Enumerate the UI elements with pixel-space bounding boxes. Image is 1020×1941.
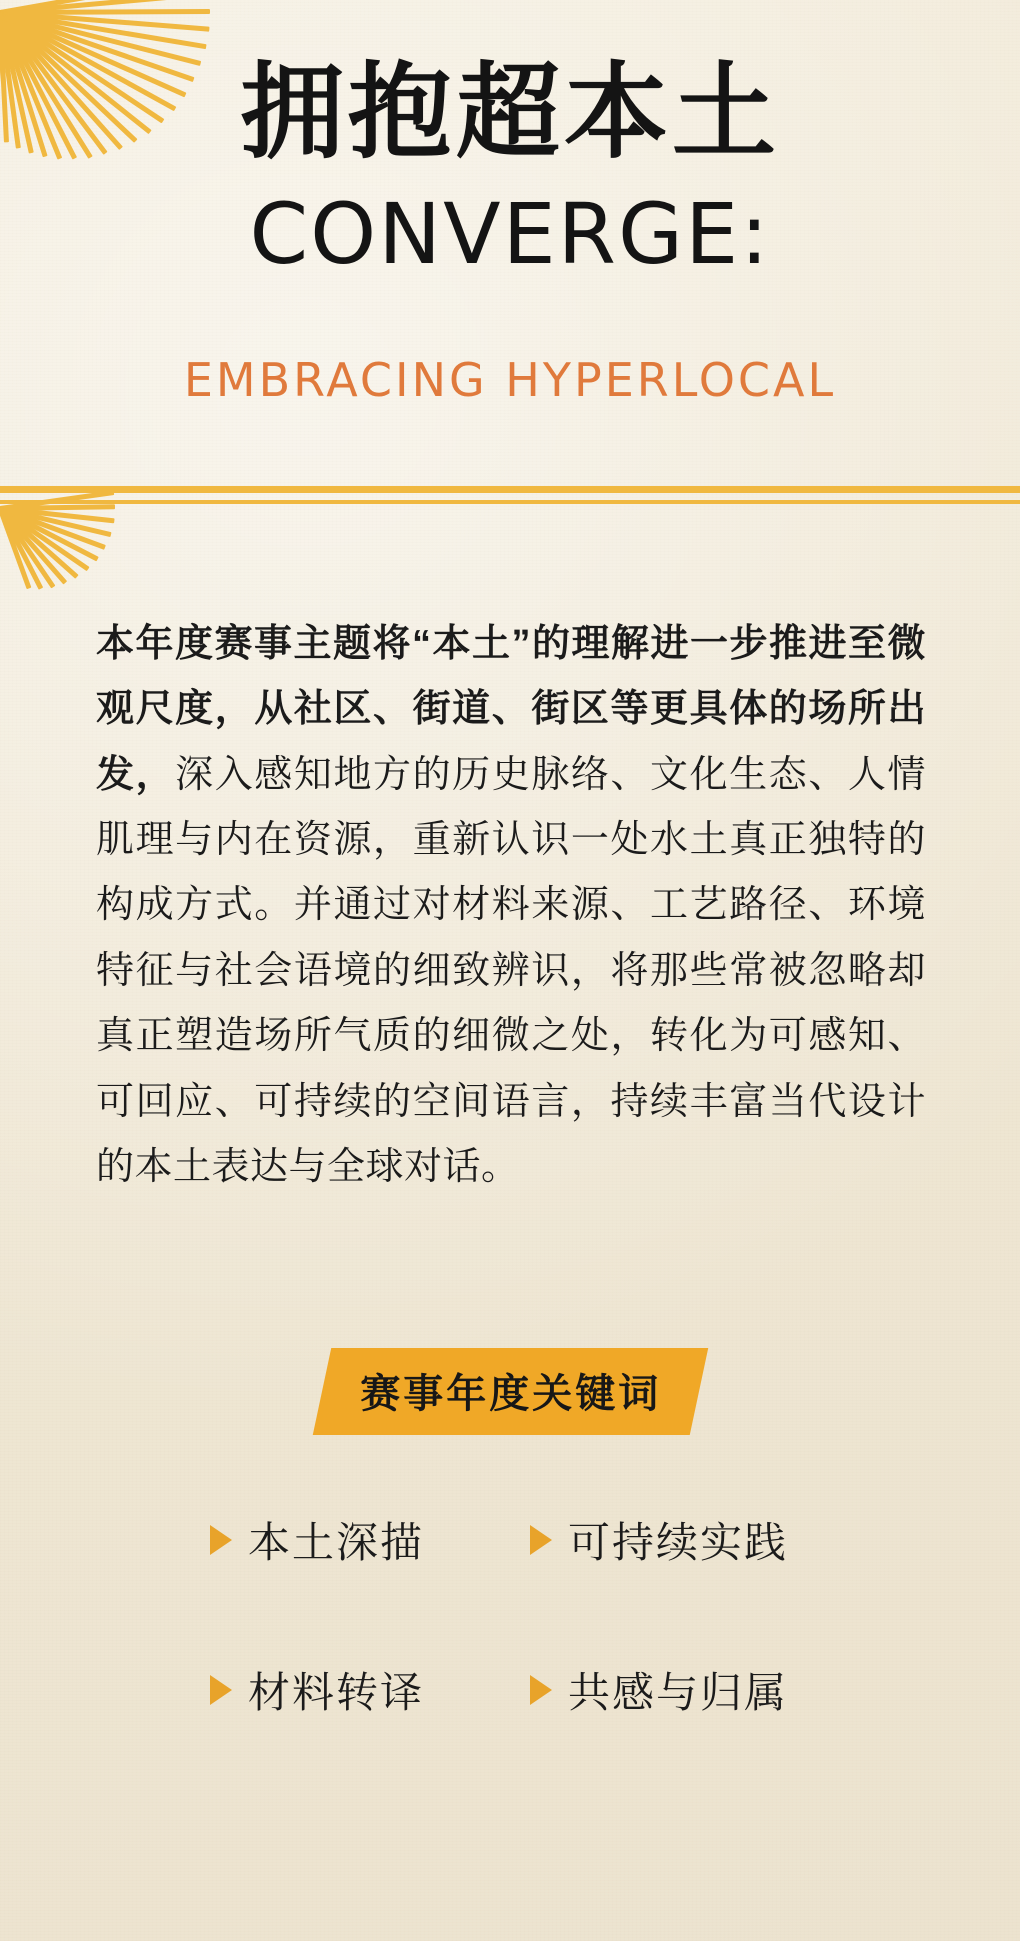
keyword-banner [0, 1348, 1020, 1435]
poster-header [0, 0, 1020, 500]
list-item [210, 1660, 510, 1720]
triangle-right-icon [530, 1675, 552, 1705]
sunburst-ray [0, 506, 106, 550]
triangle-right-icon [210, 1675, 232, 1705]
list-item [210, 1510, 510, 1570]
body-paragraph-rest: 深入感知地方的历史脉络、文化生态、人情肌理与内在资源，重新认识一处水土真正独特的构成方式。并通过对材料来源、工艺路径、环境特征与社会语境的细致辨识，将那些常被忽略却真正塑造场所气质的细微之处，转化为可感知、可回应、可持续的空间语言，持续丰富当代设计的本土表达与全球对话。 [96, 753, 926, 1188]
sunburst-ray [0, 507, 55, 588]
body-paragraph [96, 612, 926, 1200]
triangle-right-icon [210, 1525, 232, 1555]
page-subtitle-english: EMBRACING HYPERLOCAL [183, 353, 837, 407]
divider-rule-thick [0, 486, 1020, 493]
sunburst-ray [0, 506, 89, 571]
sunburst-ray [0, 507, 79, 579]
sunburst-ray [0, 506, 111, 537]
sunburst-ray [0, 507, 43, 589]
page-title-english: CONVERGE: [249, 185, 771, 283]
divider-rule-thin [0, 500, 1020, 504]
sunburst-ray [0, 507, 67, 585]
triangle-right-icon [530, 1525, 552, 1555]
body-paragraph-lead: 本年度赛事主题将“本土”的理解进一步推进至微观尺度，从社区、街道、街区等更具体的场所出发， [96, 623, 926, 796]
page-title-chinese: 拥抱超本土 [239, 55, 780, 171]
keyword-list [210, 1510, 830, 1720]
keyword-banner-tag [312, 1348, 707, 1435]
sunburst-ray [0, 504, 115, 511]
keyword-banner-label: 赛事年度关键词 [359, 1372, 661, 1416]
sunburst-ray [0, 506, 99, 561]
keyword-label: 材料转译 [248, 1669, 425, 1716]
body-text-block [96, 612, 926, 1200]
keyword-label: 共感与归属 [568, 1669, 789, 1716]
list-item [530, 1510, 830, 1570]
sunburst-ray [0, 508, 31, 589]
keyword-label: 本土深描 [248, 1519, 425, 1566]
list-item [530, 1660, 830, 1720]
keyword-label: 可持续实践 [568, 1519, 789, 1566]
sunburst-ray [0, 506, 114, 523]
